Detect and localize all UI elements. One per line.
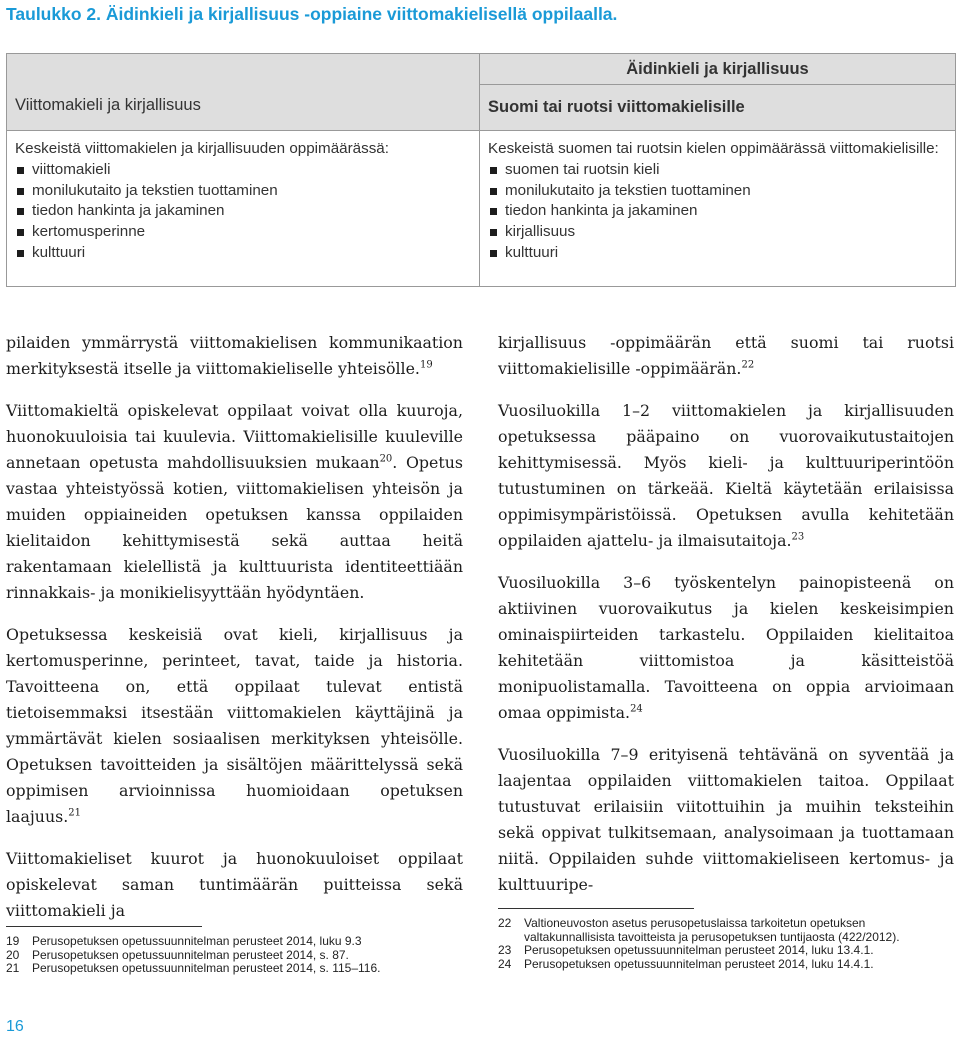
paragraph-text: Opetuksessa keskeisiä ovat kieli, kirjallisuus ja kertomusperinne, perinteet, tavat, taide ja historia. Tavoitteena on, että oppilaat tulevat entistä tietoisemmaksi itsestään viittomakielen käyttäjinä ja ymmärtävät kielen sosiaalisen merkityksen yhteisölle. Opetuksen tavoitteiden ja sisältöjen määrittelyssä sekä oppimisen arvioinnissa huomioidaan opetuksen laajuus. <box>6 625 463 826</box>
footnotes-left <box>6 926 466 976</box>
list-item: tiedon hankinta ja jakaminen <box>488 201 947 222</box>
footnote <box>498 944 958 958</box>
paragraph-text: . Opetus vastaa yhteistyössä kotien, viittomakielisen yhteisön ja muiden oppiaineiden opetuksen kanssa oppilaiden kielitaidon kehittymisestä sekä auttaa heitä rakentamaan kielellistä ja kulttuurista identiteettiään rinnakkais- ja monikielisyyttään hyödyntäen. <box>6 453 463 602</box>
footnote-ref: 19 <box>419 359 433 371</box>
paragraph-text: Vuosiluokilla 1–2 viittomakielen ja kirjallisuuden opetuksessa pääpaino on vuorovaikutustaitojen kehittymisessä. Myös kieli- ja kulttuuriperintöön tutustuminen on tärkeää. Kieltä käytetään erilaisissa oppimisympäristöissä. Opetuksen avulla kehitetään oppilaiden ajattelu- ja ilmaisutaitoja. <box>498 401 954 550</box>
left-bullet-list <box>15 160 471 264</box>
list-item: kulttuuri <box>15 243 471 264</box>
footnote <box>498 958 958 972</box>
paragraph-text: Vuosiluokilla 7–9 erityisenä tehtävänä on syventää ja laajentaa oppilaiden viittomakielen taitoa. Oppilaat tutustuvat erilaisiin viitottuihin ja muihin teksteihin sekä oppivat tulkitsemaan, analysoimaan ja tuottamaan niitä. Oppilaiden suhde viittomakieliseen kertomus- ja kulttuuripe- <box>498 745 954 894</box>
footnote-divider <box>498 908 694 909</box>
left-text-column <box>6 330 463 940</box>
footnote-number: 21 <box>6 961 20 975</box>
footnote <box>498 917 958 944</box>
paragraph-text: Viittomakieltä opiskelevat oppilaat voivat olla kuuroja, huonokuuloisia tai kuulevia. Viittomakielisille kuuleville annetaan opetusta mahdollisuuksien mukaan <box>6 401 463 472</box>
body-paragraph <box>498 398 954 554</box>
right-bullet-list <box>488 160 947 264</box>
footnote-ref: 21 <box>68 807 81 819</box>
body-paragraph <box>6 330 463 382</box>
footnote-ref: 22 <box>741 359 755 371</box>
body-paragraph <box>498 742 954 898</box>
list-item: monilukutaito ja tekstien tuottaminen <box>15 181 471 202</box>
footnote-text: Perusopetuksen opetussuunnitelman perusteet 2014, luku 9.3 <box>32 934 362 948</box>
list-item: kirjallisuus <box>488 222 947 243</box>
right-text-column <box>498 330 954 914</box>
footnote-text: Perusopetuksen opetussuunnitelman perusteet 2014, s. 87. <box>32 947 349 962</box>
paragraph-text: Viittomakieliset kuurot ja huonokuuloiset oppilaat opiskelevat saman tuntimäärän puitteissa sekä viittomakieli ja <box>6 849 463 920</box>
right-super-header: Äidinkieli ja kirjallisuus <box>480 54 956 85</box>
right-sub-header: Suomi tai ruotsi viittomakielisille <box>480 85 956 131</box>
caption-text: Äidinkieli ja kirjallisuus -oppiaine viittomakielisellä oppilaalla. <box>100 4 618 24</box>
page-number: 16 <box>6 1018 24 1035</box>
footnote-ref: 20 <box>379 453 393 465</box>
paragraph-text: kirjallisuus -oppimäärän että suomi tai ruotsi viittomakielisille -oppimäärän. <box>498 333 954 378</box>
list-item: kertomusperinne <box>15 222 471 243</box>
footnote-text: Valtioneuvoston asetus perusopetuslaissa tarkoitetun opetuksen valtakunnallisista tavoitteista ja perusopetuksen tuntijaosta (422/2012). <box>524 916 900 944</box>
body-paragraph <box>6 398 463 606</box>
footnote-divider <box>6 926 202 927</box>
footnote <box>6 949 466 963</box>
footnote-text: Perusopetuksen opetussuunnitelman perusteet 2014, luku 14.4.1. <box>524 956 874 971</box>
footnote-number: 20 <box>6 947 20 962</box>
footnotes-right <box>498 908 958 971</box>
comparison-table <box>6 53 956 287</box>
footnote <box>6 935 466 949</box>
list-item: monilukutaito ja tekstien tuottaminen <box>488 181 947 202</box>
body-paragraph <box>498 570 954 726</box>
footnote-number: 23 <box>498 943 512 957</box>
list-item: viittomakieli <box>15 160 471 181</box>
left-intro: Keskeistä viittomakielen ja kirjallisuuden oppimäärässä: <box>15 140 389 157</box>
body-paragraph <box>6 622 463 830</box>
right-intro: Keskeistä suomen tai ruotsin kielen oppimäärässä viittomakielisille: <box>488 140 939 157</box>
list-item: suomen tai ruotsin kieli <box>488 160 947 181</box>
left-header-cell <box>7 54 480 131</box>
footnote-number: 24 <box>498 956 512 971</box>
left-body-cell <box>7 131 480 287</box>
footnote-number: 19 <box>6 934 20 948</box>
list-item: tiedon hankinta ja jakaminen <box>15 201 471 222</box>
paragraph-text: pilaiden ymmärrystä viittomakielisen kommunikaation merkityksestä itselle ja viittomakieliselle yhteisölle. <box>6 333 463 378</box>
footnote-ref: 23 <box>791 531 805 543</box>
right-body-cell <box>480 131 956 287</box>
footnote-text: Perusopetuksen opetussuunnitelman perusteet 2014, luku 13.4.1. <box>524 943 874 957</box>
body-paragraph <box>498 330 954 382</box>
footnote-number: 22 <box>498 916 512 930</box>
list-item: kulttuuri <box>488 243 947 264</box>
caption-label: Taulukko 2. <box>6 4 101 24</box>
left-header-text: Viittomakieli ja kirjallisuus <box>15 95 201 114</box>
paragraph-text: Vuosiluokilla 3–6 työskentelyn painopisteenä on aktiivinen vuorovaikutus ja kielen keskeisimpien ominaispiirteiden tarkastelu. Oppilaiden kielitaitoa kehitetään viittomistoa ja käsitteistöä monipuolistamalla. Tavoitteena on oppia arvioimaan omaa oppimista. <box>498 573 954 722</box>
footnote-ref: 24 <box>630 703 643 715</box>
footnote <box>6 962 466 976</box>
footnote-text: Perusopetuksen opetussuunnitelman perusteet 2014, s. 115–116. <box>32 961 381 975</box>
body-paragraph <box>6 846 463 924</box>
table-caption <box>6 4 617 25</box>
